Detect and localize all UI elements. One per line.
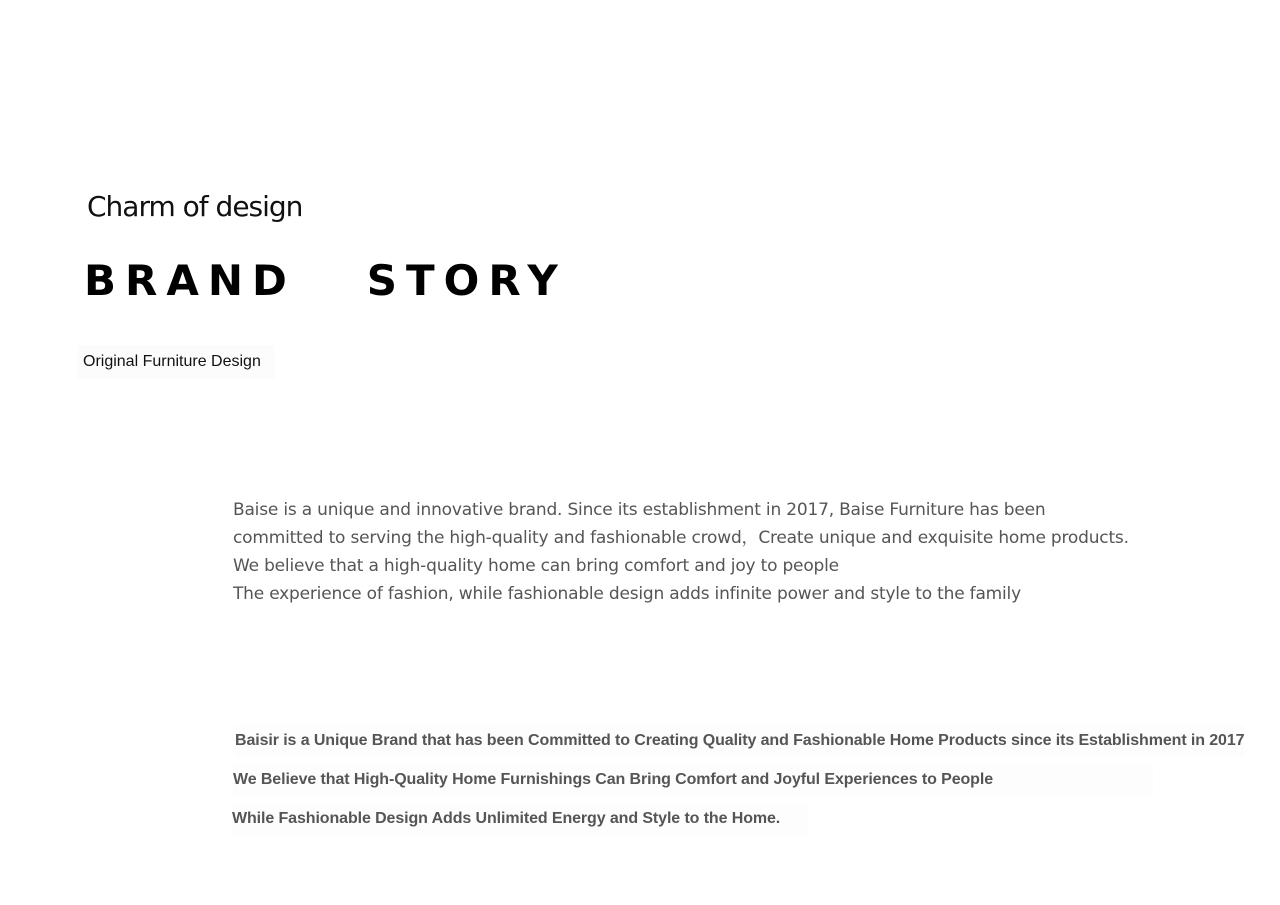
section-subtitle: Charm of design (87, 190, 303, 223)
highlight-line: Baisir is a Unique Brand that has been Committed to Creating Quality and Fashionable Home Products since its Establishment in 2017 (235, 725, 1244, 757)
intro-paragraph: The experience of fashion, while fashionable design adds infinite power and style to the family (233, 584, 1021, 604)
tagline-label: Original Furniture Design (77, 345, 275, 379)
highlight-line: We Believe that High-Quality Home Furnishings Can Bring Comfort and Joyful Experiences to People (233, 764, 1153, 796)
intro-text-block (233, 496, 1133, 608)
intro-paragraph: Baise is a unique and innovative brand. Since its establishment in 2017, Baise Furniture has been committed to serving the high-quality and fashionable crowd，Create unique and exquisite home products. We believe that a high-quality home can bring comfort and joy to people (233, 500, 1129, 576)
highlight-line: While Fashionable Design Adds Unlimited Energy and Style to the Home. (232, 803, 808, 835)
page-title: BRAND STORY (84, 256, 567, 305)
